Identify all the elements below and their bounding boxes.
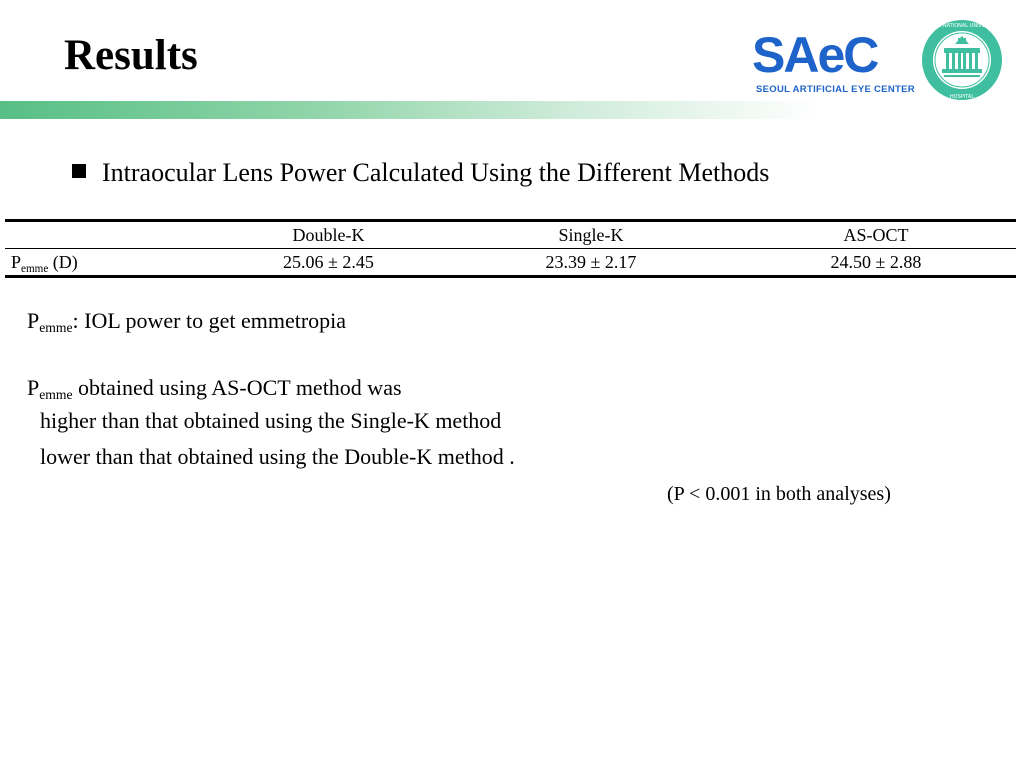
value-as-oct: 24.50 ± 2.88 (830, 251, 922, 272)
table-header-row (5, 221, 1016, 249)
university-seal-icon (920, 18, 1004, 102)
definition-main: P (27, 308, 40, 333)
table-header-single-k: Single-K (558, 224, 624, 245)
logo-text: SAeC (752, 27, 878, 83)
definition-text: : IOL power to get emmetropia (72, 308, 347, 333)
value-single-k: 23.39 ± 2.17 (545, 251, 637, 272)
row-label-unit: (D) (48, 251, 78, 272)
finding-text: obtained using AS-OCT method was (72, 375, 402, 400)
row-label-sub: emme (21, 262, 49, 275)
seal-ring-top: SEOUL NATIONAL UNIVERSITY (924, 23, 1000, 29)
pemme-definition (27, 308, 347, 335)
header-accent-bar (0, 101, 1024, 119)
finding-main: P (27, 375, 40, 400)
slide-title: Results (64, 32, 198, 79)
saec-logo (752, 27, 915, 100)
definition-sub: emme (39, 320, 73, 335)
logo-subtitle: SEOUL ARTIFICIAL EYE CENTER (756, 84, 915, 95)
finding-line-2: higher than that obtained using the Single-K method (40, 408, 502, 433)
value-double-k: 25.06 ± 2.45 (283, 251, 374, 272)
table-header-double-k: Double-K (292, 224, 365, 245)
section-heading (72, 160, 769, 186)
table-header-empty (5, 221, 211, 249)
seal-ring-bottom: HOSPITAL (949, 94, 975, 100)
finding-sub: emme (39, 387, 73, 402)
finding-line-1 (27, 375, 402, 402)
table-row-label (5, 249, 211, 277)
table-row (5, 249, 1016, 277)
p-value-note: (P < 0.001 in both analyses) (667, 483, 891, 505)
bullet-square-icon (72, 164, 86, 178)
table-header-as-oct: AS-OCT (843, 224, 909, 245)
row-label-main: P (11, 251, 22, 272)
section-heading-text: Intraocular Lens Power Calculated Using the Different Methods (102, 158, 770, 187)
iol-power-table (5, 219, 1016, 278)
finding-line-3: lower than that obtained using the Double-K method . (40, 444, 515, 469)
